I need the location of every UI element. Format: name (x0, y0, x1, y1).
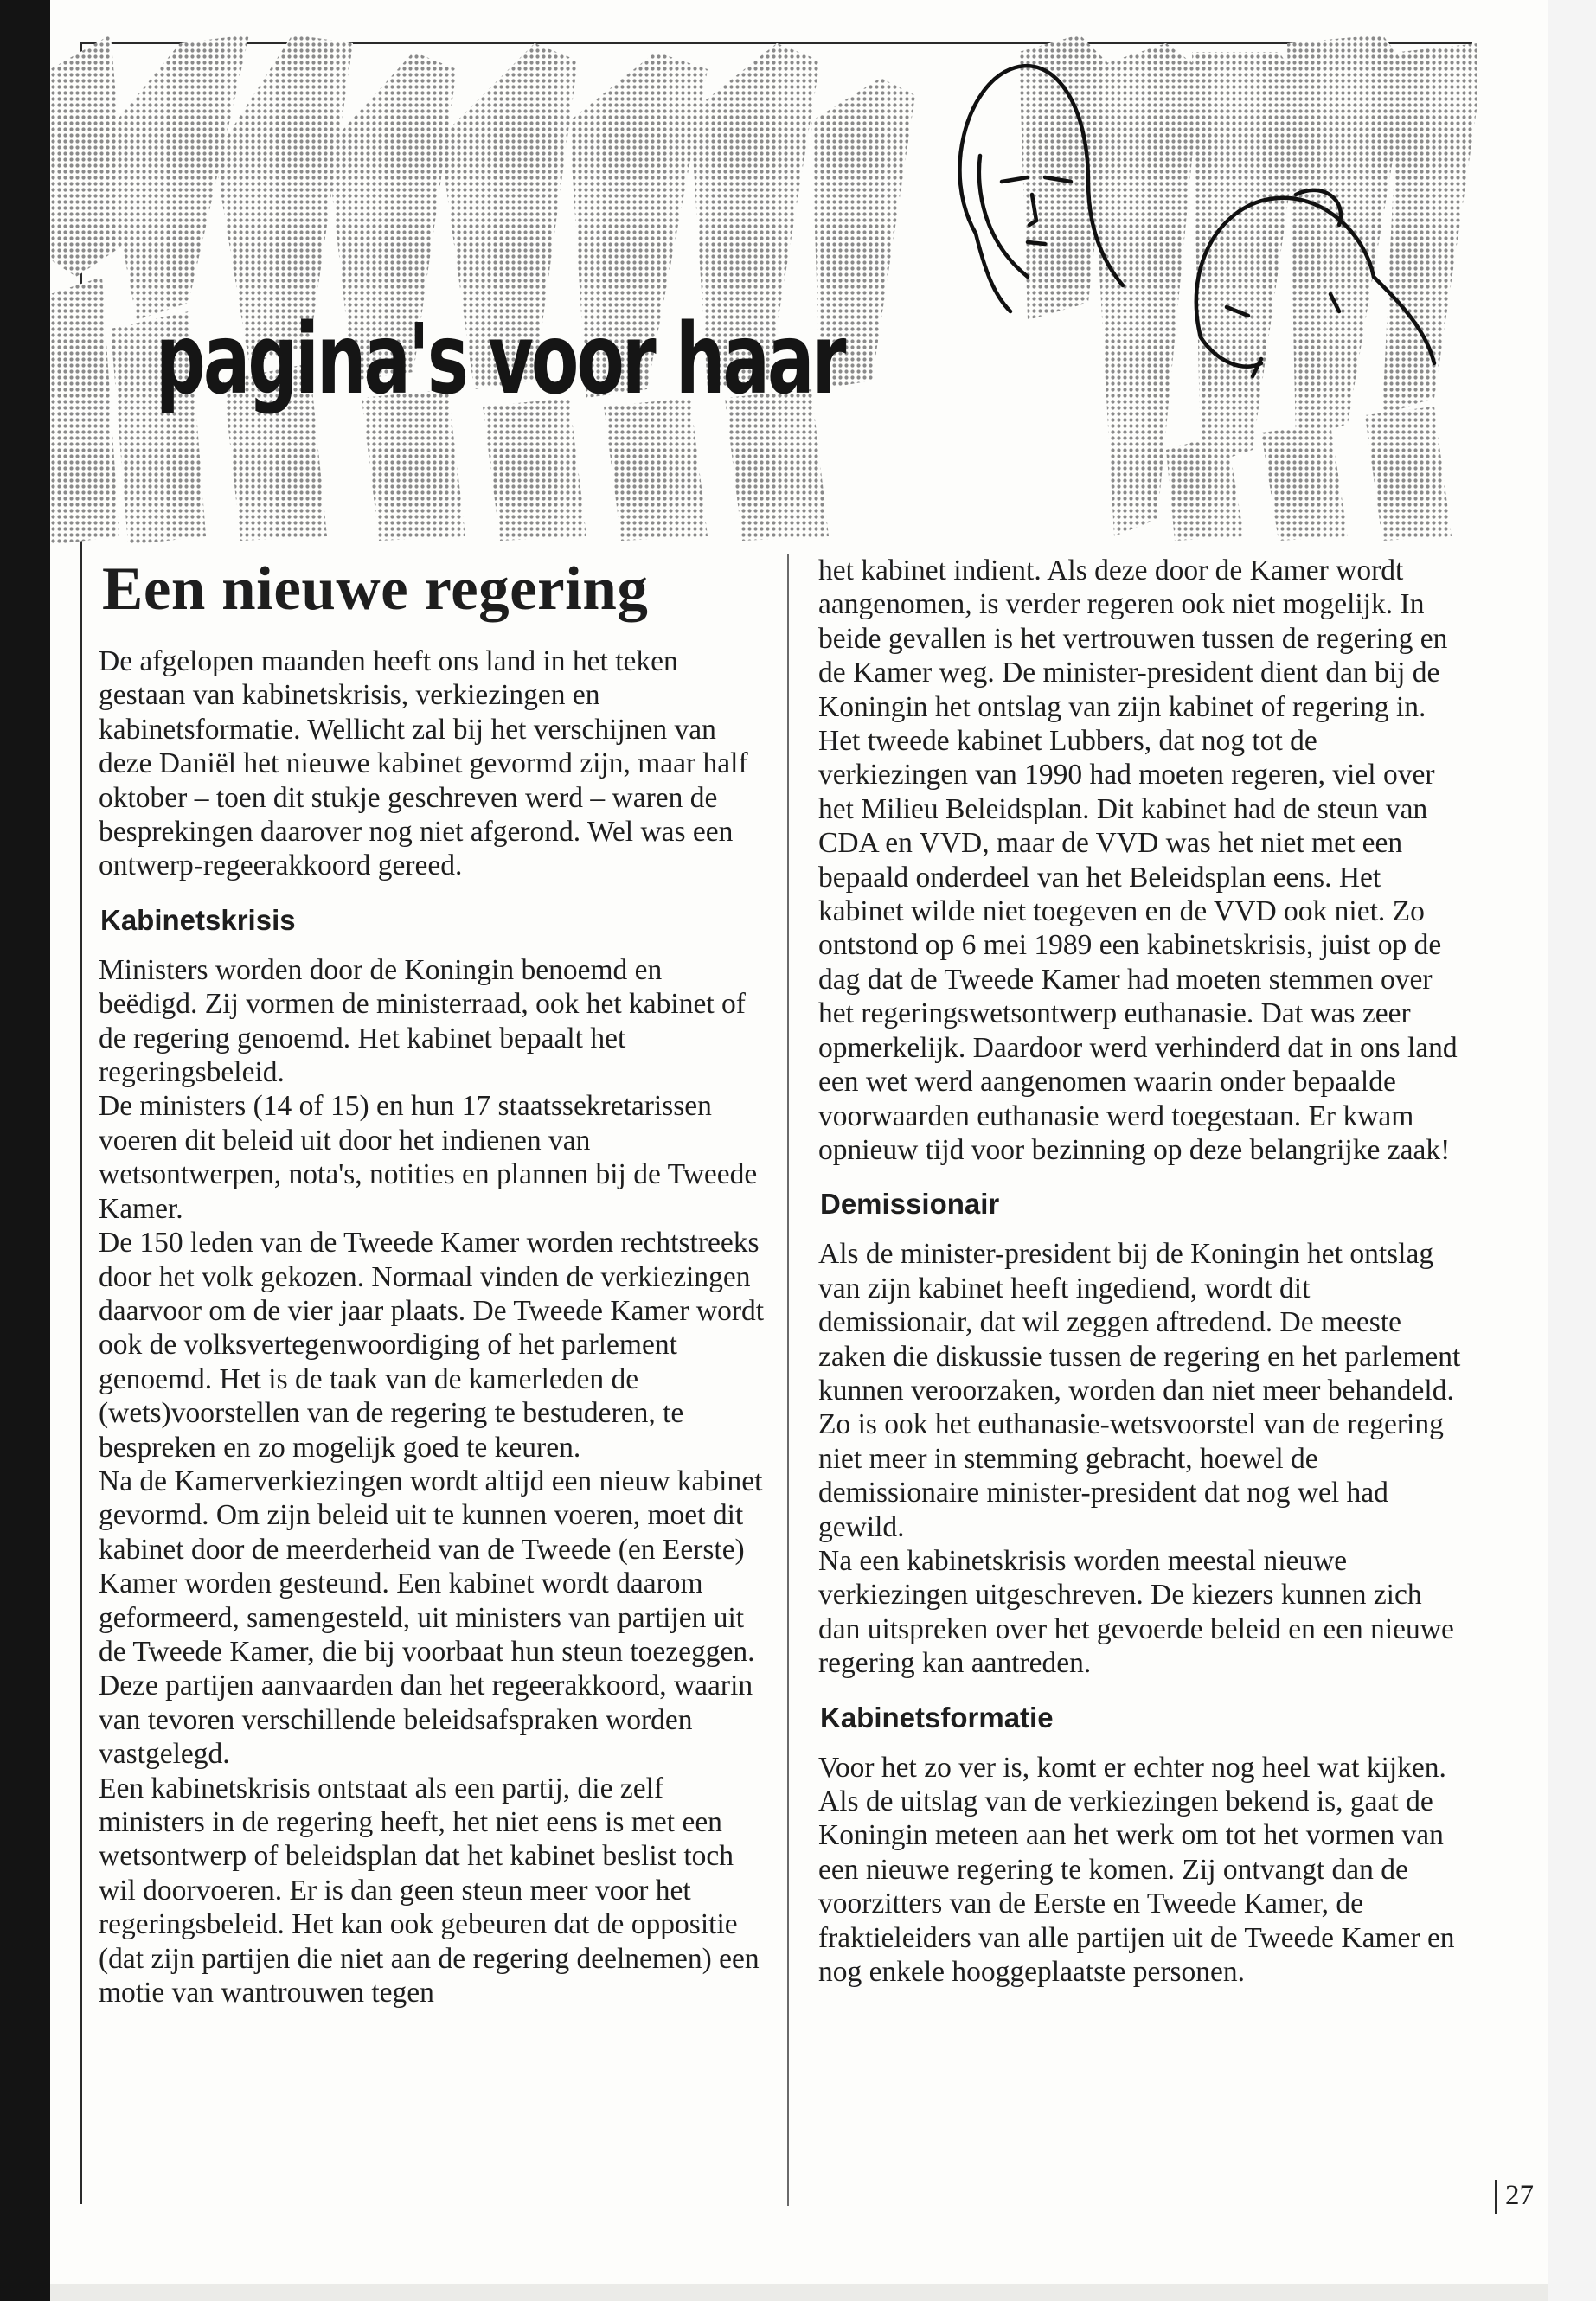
scan-edge-left (0, 0, 50, 2301)
paragraph: Na een kabinetskrisis worden meestal nieuwe verkiezingen uitgeschreven. De kiezers kunnen zich dan uitspreken over het gevoerde beleid en een nieuwe regering kan aantreden. (818, 1544, 1454, 1680)
section-title: pagina's voor haar (156, 304, 844, 416)
paragraph: De ministers (14 of 15) en hun 17 staatssekretarissen voeren dit beleid uit door het indienen van wetsontwerpen, nota's, notities en plannen bij de Tweede Kamer. (99, 1090, 758, 1225)
paragraph: De 150 leden van de Tweede Kamer worden rechtstreeks door het volk gekozen. Normaal vinden de verkiezingen daarvoor om de vier jaar plaats. De Tweede Kamer wordt ook de volksvertegenwoordiging of het parlement genoemd. Het is de taak van de kamerleden de (wets)voorstellen van de regering te bestuderen, te bespreken en zo mogelijk goed te keuren. (99, 1227, 765, 1464)
column-divider (787, 554, 789, 2206)
paragraph: Na de Kamerverkiezingen wordt altijd een nieuw kabinet gevormd. Om zijn beleid uit te kunnen voeren, moet dit kabinet door de meerderheid van de Tweede (en Eerste) Kamer worden gesteund. Een kabinet wordt daarom geformeerd, samengesteld, uit ministers van partijen uit de Tweede Kamer, die bij voorbaat hun steun toezeggen. Deze partijen aanvaarden dan het regeerakkoord, waarin van tevoren verschillende beleidsafspraken worden vastgelegd. (99, 1465, 763, 1771)
article-title: Een nieuwe regering (102, 555, 649, 623)
header-banner (50, 17, 1477, 545)
paragraph: Voor het zo ver is, komt er echter nog heel wat kijken. Als de uitslag van de verkiezingen bekend is, gaat de Koningin meteen aan het werk om tot het vormen van een nieuwe regering te komen. Zij ontvangt dan de voorzitters van de Eerste en Tweede Kamer, de fraktieleiders van alle partijen uit de Tweede Kamer en nog enkele hooggeplaatste personen. (818, 1751, 1455, 1989)
heading-demissionair: Demissionair (820, 1188, 1000, 1221)
heading-kabinetskrisis: Kabinetskrisis (100, 903, 296, 936)
paragraph: Als de minister-president bij de Koningin het ontslag van zijn kabinet heeft ingediend, wordt dit demissionair, dat wil zeggen aftredend. De meeste zaken die diskussie tussen de regering en het parlement kunnen veroorzaken, worden dan niet meer behandeld. Zo is ook het euthanasie-wetsvoorstel van de regering niet meer in stemming gebracht, hoewel de demissionaire minister-president dat nog wel had gewild. (818, 1238, 1461, 1543)
right-column (811, 554, 1469, 1989)
left-column (92, 554, 766, 2009)
page-number-rule (1495, 2180, 1497, 2214)
page-number: 27 (1505, 2180, 1534, 2211)
paragraph: Het tweede kabinet Lubbers, dat nog tot de verkiezingen van 1990 had moeten regeren, viel over het Milieu Beleidsplan. Dit kabinet had de steun van CDA en VVD, maar de VVD was het niet met een bepaald onderdeel van het Beleidsplan eens. Het kabinet wilde niet toegeven en de VVD ook niet. Zo ontstond op 6 mei 1989 een kabinetskrisis, juist op de dag dat de Tweede Kamer had moeten stemmen over het regeringswetsontwerp euthanasie. Dat was zeer opmerkelijk. Daardoor werd verhinderd dat in ons land een wet werd aangenomen waarin onder bepaalde voorwaarden euthanasie werd toegestaan. Er kwam opnieuw tijd voor bezinning op deze belangrijke zaak! (818, 725, 1458, 1166)
scan-edge-bottom (50, 2284, 1548, 2301)
intro-paragraph: De afgelopen maanden heeft ons land in het teken gestaan van kabinetskrisis, verkiezingen en kabinetsformatie. Wellicht zal bij het verschijnen van deze Daniël het nieuwe kabinet gevormd zijn, maar half oktober – toen dit stukje geschreven werd – waren de besprekingen daarover nog niet afgerond. Wel was een ontwerp-regeerakkoord gereed. (99, 645, 748, 882)
paragraph: Ministers worden door de Koningin benoemd en beëdigd. Zij vormen de ministerraad, ook het kabinet of de regering genoemd. Het kabinet bepaalt het regeringsbeleid. (99, 953, 746, 1089)
paragraph-continued: Een kabinetskrisis ontstaat als een partij, die zelf ministers in de regering heeft, het niet eens is met een wetsontwerp of beleidsplan dat het kabinet beslist toch wil doorvoeren. Er is dan geen steun meer voor het regeringsbeleid. Het kan ook gebeuren dat de oppositie (dat zijn partijen die niet aan de regering deelnemen) een motie van wantrouwen tegen (99, 1772, 760, 2009)
heading-kabinetsformatie: Kabinetsformatie (820, 1701, 1054, 1734)
header-illustration (50, 17, 1477, 545)
paragraph-continuation: het kabinet indient. Als deze door de Kamer wordt aangenomen, is verder regeren ook niet mogelijk. In beide gevallen is het vertrouwen tussen de regering en de Kamer weg. De minister-president dient dan bij de Koningin het ontslag van zijn kabinet of regering in. (818, 554, 1448, 723)
scan-edge-right (1548, 0, 1596, 2301)
dotted-stroke-pattern (50, 35, 1477, 545)
